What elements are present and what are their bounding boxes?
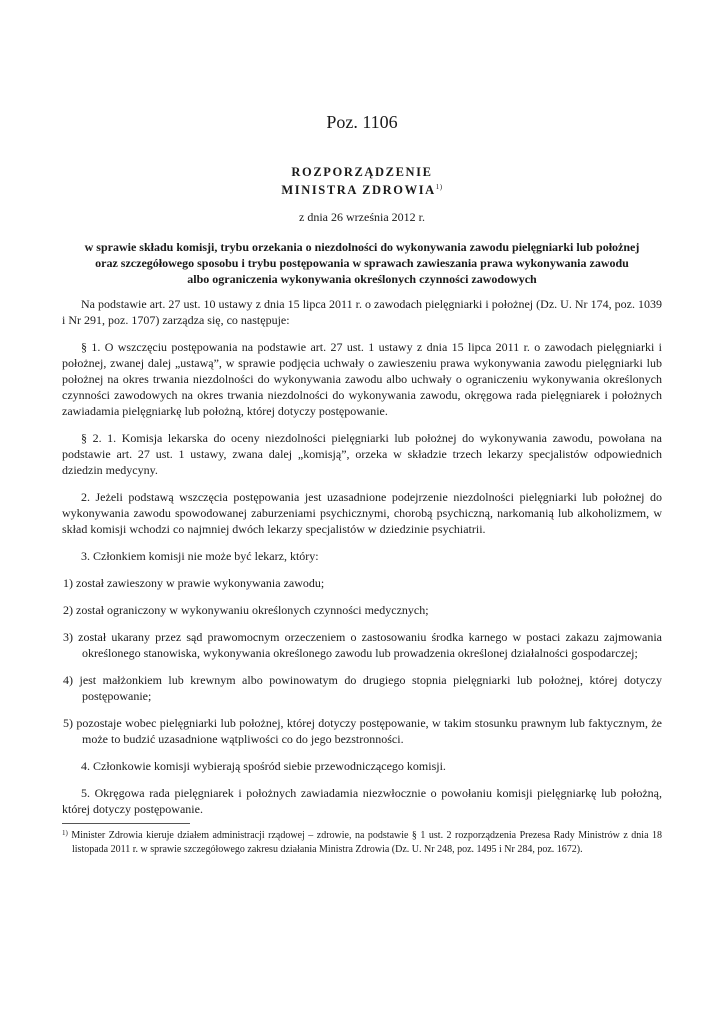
- act-type: ROZPORZĄDZENIE: [291, 165, 433, 179]
- list-item: 3) został ukarany przez sąd prawomocnym orzeczeniem o zastosowaniu środka karnego w postaci zakazu zajmowania określonego stanowiska, wykonywania określonego zawodu lub prowadzenia określonej działalności gospodarczej;: [63, 630, 662, 660]
- document-body: [62, 296, 662, 817]
- section-2-paragraph-4: 4. Członkowie komisji wybierają spośród siebie przewodniczącego komisji.: [81, 759, 446, 773]
- footnote-divider: [62, 823, 190, 824]
- footnote: [62, 826, 662, 857]
- title-line: w sprawie składu komisji, trybu orzekania o niezdolności do wykonywania zawodu pielęgniarki lub położnej: [84, 240, 640, 254]
- list-item: 1) został zawieszony w prawie wykonywania zawodu;: [63, 576, 325, 590]
- footnote-reference: 1): [435, 183, 443, 191]
- section-2-paragraph-5: 5. Okręgowa rada pielęgniarek i położnych zawiadamia niezwłocznie o powołaniu komisji pielęgniarkę lub położną, której dotyczy postępowanie.: [62, 786, 662, 816]
- list-item: 4) jest małżonkiem lub krewnym albo powinowatym do drugiego stopnia pielęgniarki lub położnej, której dotyczy postępowanie;: [63, 673, 662, 703]
- section-2-paragraph-3: 3. Członkiem komisji nie może być lekarz, który:: [81, 549, 319, 563]
- section-2-paragraph-1: § 2. 1. Komisja lekarska do oceny niezdolności pielęgniarki lub położnej do wykonywania zawodu, powołana na podstawie art. 27 ust. 1 ustawy, zwana dalej „komisją”, orzeka w składzie trzech lekarzy specjalistów odpowiednich dziedzin medycyny.: [62, 431, 662, 477]
- act-type-heading: [0, 165, 724, 180]
- preamble: Na podstawie art. 27 ust. 10 ustawy z dnia 15 lipca 2011 r. o zawodach pielęgniarki i położnej (Dz. U. Nr 174, poz. 1039 i Nr 291, poz. 1707) zarządza się, co następuje:: [62, 297, 662, 327]
- title-line: oraz szczegółowego sposobu i trybu postępowania w sprawach zawieszania prawa wykonywania zawodu: [95, 256, 629, 270]
- list-item: 2) został ograniczony w wykonywaniu określonych czynności medycznych;: [63, 603, 429, 617]
- section-1: § 1. O wszczęciu postępowania na podstawie art. 27 ust. 1 ustawy z dnia 15 lipca 2011 r. o zawodach pielęgniarki i położnej, zwanej dalej „ustawą”, w sprawie podjęcia uchwały o zawieszeniu prawa wykonywania zawodu pielęgniarki lub położnej na okres trwania niezdolności do wykonywania zawodu albo uchwały o ograniczeniu wykonywania określonych czynności zawodowych na okres trwania niezdolności do wykonywania zawodu, okręgowa rada pielęgniarek i położnych zawiadamia pielęgniarkę lub położną, której dotyczy postępowanie.: [62, 340, 662, 418]
- section-2-paragraph-2: 2. Jeżeli podstawą wszczęcia postępowania jest uzasadnione podejrzenie niezdolności pielęgniarki lub położnej do wykonywania zawodu spowodowanej zaburzeniami psychicznymi, chorobą psychiczną, narkomanią lub alkoholizmem, w skład komisji wchodzi co najmniej dwóch lekarzy specjalistów w dziedzinie psychiatrii.: [62, 490, 662, 536]
- footnote-marker: 1): [62, 829, 68, 837]
- act-title: [64, 239, 660, 287]
- position-number: Poz. 1106: [326, 112, 398, 132]
- footnote-text: Minister Zdrowia kieruje działem administracji rządowej – zdrowie, na podstawie § 1 ust. 2 rozporządzenia Prezesa Rady Ministrów z dnia 18 listopada 2011 r. w sprawie szczegółowego zakresu działania Ministra Zdrowia (Dz. U. Nr 248, poz. 1495 i Nr 284, poz. 1672).: [71, 830, 663, 855]
- list-item: 5) pozostaje wobec pielęgniarki lub położnej, której dotyczy postępowanie, w takim stosunku prawnym lub faktycznym, że może to budzić uzasadnione wątpliwości co do jego bezstronności.: [63, 716, 662, 746]
- issuer: MINISTRA ZDROWIA: [281, 183, 436, 197]
- act-date: z dnia 26 września 2012 r.: [299, 210, 425, 224]
- issuer-heading: [0, 183, 724, 198]
- title-line: albo ograniczenia wykonywania określonych czynności zawodowych: [187, 272, 537, 286]
